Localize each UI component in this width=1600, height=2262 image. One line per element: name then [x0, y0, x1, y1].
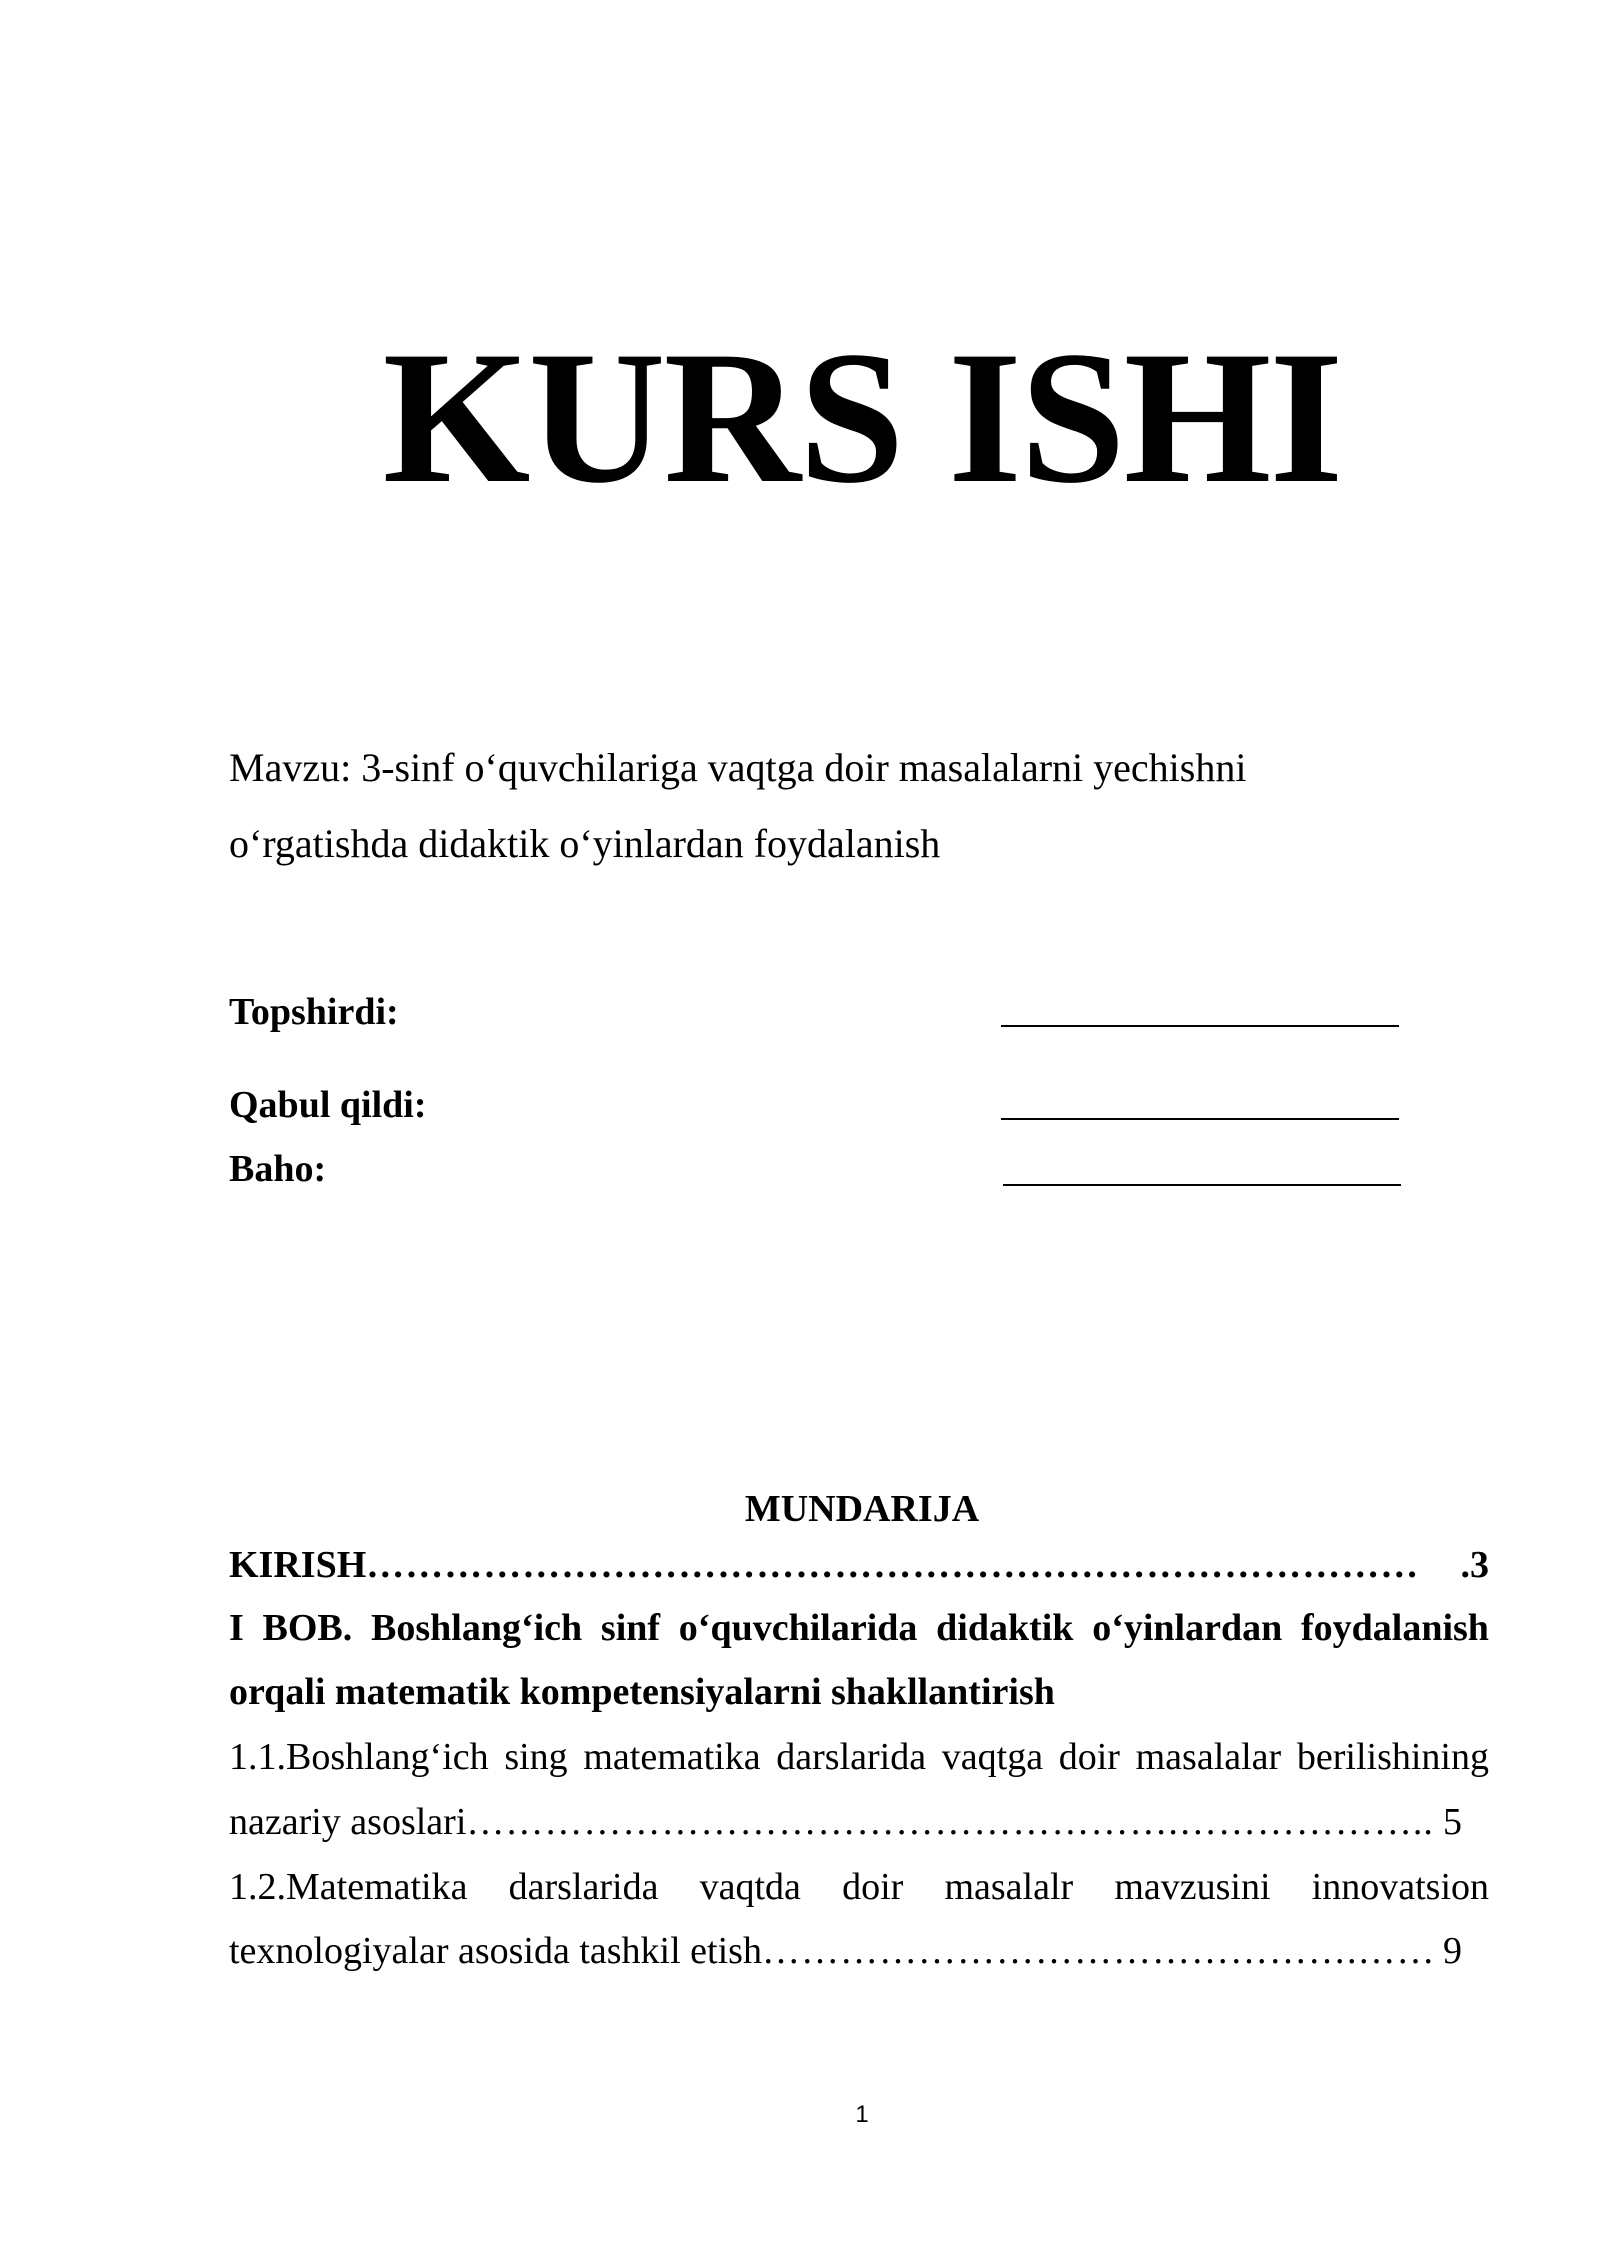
- page-number: 1: [855, 2101, 869, 2128]
- toc-entry-section-1-2-line-2: [229, 1926, 1489, 1976]
- toc-word: vaqtga: [941, 1736, 1044, 1778]
- toc-word: sinf: [600, 1607, 661, 1649]
- toc-page-number: .3: [1460, 1544, 1489, 1586]
- toc-word: 1.2.Matematika: [229, 1866, 468, 1908]
- topic-line-2: o‘rgatishda didaktik o‘yinlardan foydalanish: [229, 821, 941, 866]
- toc-word: doir: [1058, 1736, 1120, 1778]
- document-title: KURS ISHI: [382, 313, 1342, 523]
- toc-word: o‘quvchilarida: [678, 1607, 918, 1649]
- signature-label: Qabul qildi:: [229, 1084, 427, 1126]
- toc-entry-kirish: [229, 1540, 1489, 1590]
- signature-row-qabul-qildi: [229, 1080, 1409, 1130]
- toc-word: 1.1.Boshlang‘ich: [229, 1736, 489, 1778]
- toc-page-number: 9: [1443, 1930, 1462, 1972]
- toc-word: vaqtda: [699, 1866, 801, 1908]
- topic-block: [229, 730, 1489, 882]
- toc-word: mavzusini: [1114, 1866, 1271, 1908]
- toc-entry-label: texnologiyalar asosida tashkil etish: [229, 1930, 762, 1972]
- signature-blank-line: [1003, 1184, 1401, 1186]
- toc-entry-chapter-1-line-2: orqali matematik kompetensiyalarni shakllantirish: [229, 1671, 1055, 1713]
- toc-word: I: [229, 1607, 244, 1649]
- toc-entry-section-1-1-line-2: [229, 1797, 1489, 1847]
- toc-entry-label: nazariy asoslari: [229, 1801, 467, 1843]
- toc-word: darslarida: [776, 1736, 927, 1778]
- signature-label: Baho:: [229, 1148, 327, 1190]
- toc-word: Boshlang‘ich: [371, 1607, 583, 1649]
- signature-row-topshirdi: [229, 987, 1409, 1037]
- toc-word: didaktik: [936, 1607, 1074, 1649]
- toc-leader-dots: ……………………………………………….………………..: [466, 1801, 1434, 1843]
- toc-entry-section-1-2-line-1: [229, 1862, 1489, 1912]
- toc-word: BOB.: [262, 1607, 353, 1649]
- toc-word: innovatsion: [1311, 1866, 1489, 1908]
- toc-word: matematika: [583, 1736, 761, 1778]
- toc-entry-section-1-1-line-1: [229, 1732, 1489, 1782]
- signature-label: Topshirdi:: [229, 991, 399, 1033]
- toc-word: o‘yinlardan: [1092, 1607, 1283, 1649]
- toc-page-number: 5: [1443, 1801, 1462, 1843]
- toc-chapter-1-words: [229, 1603, 1489, 1653]
- toc-word: berilishining: [1296, 1736, 1489, 1778]
- toc-entry-chapter-1-line-1: [229, 1603, 1489, 1653]
- toc-word: doir: [842, 1866, 904, 1908]
- signature-blank-line: [1001, 1118, 1399, 1120]
- toc-leader-dots: ………………………………………………………………………: [366, 1544, 1420, 1586]
- toc-word: masalalar: [1135, 1736, 1282, 1778]
- signature-row-baho: [229, 1144, 1409, 1194]
- toc-word: darslarida: [508, 1866, 659, 1908]
- signature-blank-line: [1001, 1025, 1399, 1027]
- toc-section-1-2-words: [229, 1862, 1489, 1912]
- toc-word: sing: [504, 1736, 568, 1778]
- toc-section-1-1-words: [229, 1732, 1489, 1782]
- toc-entry-label: KIRISH: [229, 1544, 367, 1586]
- toc-word: masalalr: [944, 1866, 1074, 1908]
- toc-leader-dots: ……………………………………….……: [761, 1930, 1436, 1972]
- toc-heading: MUNDARIJA: [744, 1488, 980, 1530]
- toc-word: foydalanish: [1300, 1607, 1489, 1649]
- topic-line-1: Mavzu: 3-sinf o‘quvchilariga vaqtga doir masalalarni yechishni: [229, 745, 1247, 790]
